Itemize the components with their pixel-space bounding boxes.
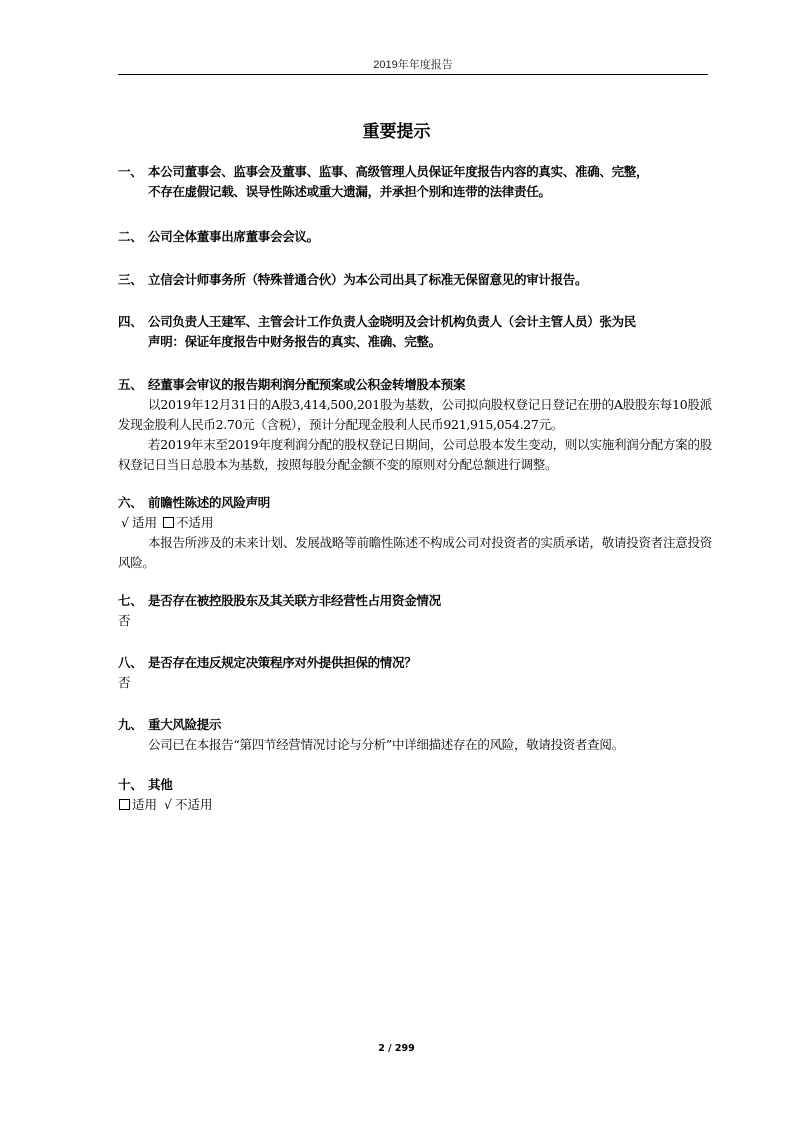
section-10-number: 十、 bbox=[118, 777, 143, 792]
section-7-text: 是否存在被控股股东及其关联方非经营性占用资金情况 bbox=[148, 593, 441, 608]
section-1-number: 一、 bbox=[118, 164, 143, 179]
section-2 bbox=[118, 227, 712, 247]
header-divider bbox=[118, 74, 708, 75]
section-7 bbox=[118, 591, 712, 631]
section-2-text: 公司全体董事出席董事会会议。 bbox=[148, 229, 319, 244]
section-5-paragraph-2: 若2019年末至2019年度利润分配的股权登记日期间，公司总股本发生变动，则以实施利润分配方案的股权登记日当日总股本为基数，按照每股分配金额不变的原则对分配总额进行调整。 bbox=[118, 437, 712, 472]
section-5-title bbox=[118, 375, 712, 395]
page-number: 2 / 299 bbox=[378, 1043, 415, 1054]
section-5-paragraph-1: 以2019年12月31日的A股3,414,500,201股为基数，公司拟向股权登记日登记在册的A股股东每10股派发现金股利人民币2.70元（含税），预计分配现金股利人民币921,915,054.27元。 bbox=[118, 397, 712, 432]
section-10-text: 其他 bbox=[148, 777, 173, 792]
section-4-title bbox=[118, 312, 712, 352]
section-3-title bbox=[118, 270, 712, 290]
empty-checkbox-icon bbox=[163, 517, 174, 528]
section-4-line-1: 公司负责人王建军、主管会计工作负责人金晓明及会计机构负责人（会计主管人员）张为民 bbox=[148, 314, 637, 329]
section-6-text: 前瞻性陈述的风险声明 bbox=[148, 495, 271, 510]
page-title: 重要提示 bbox=[362, 122, 431, 142]
section-2-title bbox=[118, 227, 712, 247]
section-3-text: 立信会计师事务所（特殊普通合伙）为本公司出具了标准无保留意见的审计报告。 bbox=[148, 272, 588, 287]
section-2-number: 二、 bbox=[118, 229, 143, 244]
section-1-line-1: 本公司董事会、监事会及董事、监事、高级管理人员保证年度报告内容的真实、准确、完整， bbox=[148, 164, 649, 179]
applicable-label: 适用 bbox=[132, 797, 158, 812]
section-7-answer: 否 bbox=[118, 613, 131, 628]
section-9-paragraph: 公司已在本报告“第四节经营情况讨论与分析”中详细描述存在的风险，敬请投资者查阅。 bbox=[148, 737, 624, 752]
section-9-title bbox=[118, 715, 712, 735]
section-8-title bbox=[118, 653, 712, 673]
checkmark-icon: √ bbox=[121, 515, 129, 530]
section-3-number: 三、 bbox=[118, 272, 143, 287]
section-5-number: 五、 bbox=[118, 377, 143, 392]
section-7-title bbox=[118, 591, 712, 611]
section-4-line-2: 声明：保证年度报告中财务报告的真实、准确、完整。 bbox=[148, 334, 441, 349]
section-4 bbox=[118, 312, 712, 352]
section-9 bbox=[118, 715, 712, 755]
section-5-text: 经董事会审议的报告期利润分配预案或公积金转增股本预案 bbox=[148, 377, 466, 392]
section-9-number: 九、 bbox=[118, 717, 143, 732]
section-6-number: 六、 bbox=[118, 495, 143, 510]
section-1-line-2: 不存在虚假记载、误导性陈述或重大遗漏，并承担个别和连带的法律责任。 bbox=[148, 184, 551, 199]
section-9-text: 重大风险提示 bbox=[148, 717, 222, 732]
section-6 bbox=[118, 493, 712, 573]
not-applicable-label: 不适用 bbox=[176, 515, 214, 530]
section-8-number: 八、 bbox=[118, 655, 143, 670]
section-4-number: 四、 bbox=[118, 314, 143, 329]
section-8-answer: 否 bbox=[118, 675, 131, 690]
section-8 bbox=[118, 653, 712, 693]
section-1 bbox=[118, 162, 712, 202]
applicable-label: 适用 bbox=[132, 515, 158, 530]
checkmark-icon: √ bbox=[164, 797, 172, 812]
section-10-title bbox=[118, 775, 712, 795]
section-8-text: 是否存在违反规定决策程序对外提供担保的情况？ bbox=[148, 655, 417, 670]
section-6-paragraph: 本报告所涉及的未来计划、发展战略等前瞻性陈述不构成公司对投资者的实质承诺，敬请投资者注意投资风险。 bbox=[118, 535, 712, 570]
section-5 bbox=[118, 375, 712, 475]
empty-checkbox-icon bbox=[119, 799, 130, 810]
section-6-title bbox=[118, 493, 712, 513]
section-7-number: 七、 bbox=[118, 593, 143, 608]
important-notice-body bbox=[118, 162, 712, 815]
not-applicable-label: 不适用 bbox=[175, 797, 213, 812]
section-1-title bbox=[118, 162, 712, 202]
report-header-title: 2019年年度报告 bbox=[373, 59, 453, 71]
section-6-applicability bbox=[118, 513, 712, 533]
section-3 bbox=[118, 270, 712, 290]
section-10-applicability bbox=[118, 795, 712, 815]
section-10 bbox=[118, 775, 712, 815]
